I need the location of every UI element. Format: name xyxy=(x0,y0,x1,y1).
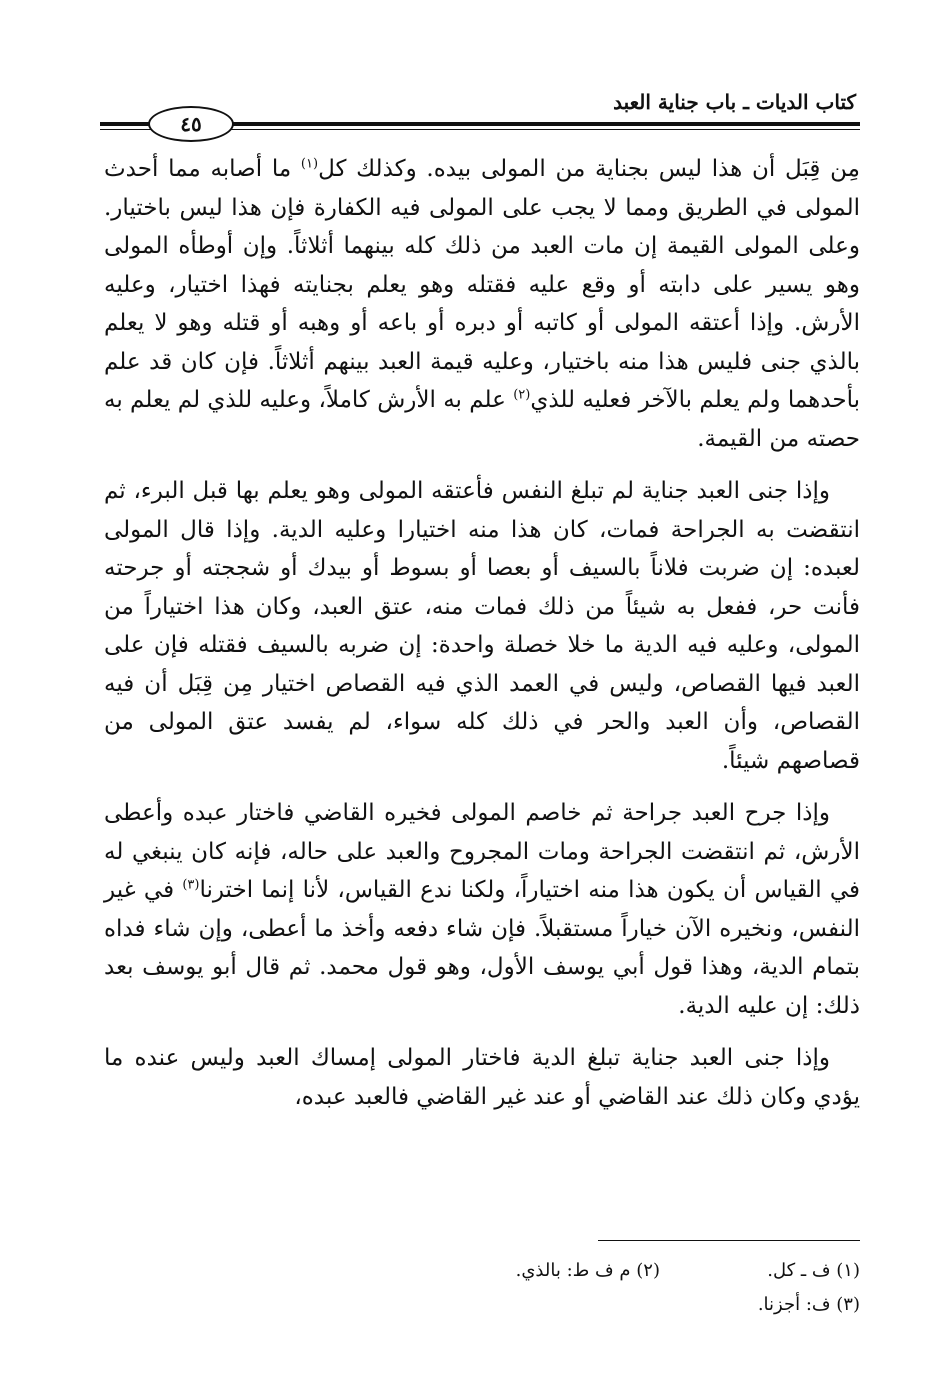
footnotes xyxy=(104,1254,860,1322)
page-header xyxy=(100,82,860,142)
page-number-badge xyxy=(148,106,234,142)
footnote-separator xyxy=(598,1240,860,1241)
paragraph-2: وإذا جنى العبد جناية لم تبلغ النفس فأعتقه المولى وهو يعلم بها قبل البرء، ثم انتقضت به الجراحة فمات، كان هذا منه اختيارا وعليه الدية. وإذا قال المولى لعبده: إن ضربت فلاناً بالسيف أو بعصا أو بسوط أو بيدك أو شججته أو جرحته فأنت حر، ففعل به شيئاً من ذلك فمات منه، عتق العبد، وكان هذا اختياراً من المولى، وعليه فيه الدية ما خلا خصلة واحدة: إن ضربه بالسيف فقتله فإن على العبد فيها القصاص، وليس في العمد الذي فيه القصاص اختيار مِن قِبَل أن فيه القصاص، وأن العبد والحر في ذلك كله سواء، لم يفسد عتق المولى من قصاصهم شيئاً. xyxy=(104,478,860,774)
footnote-ref-1: (١) xyxy=(300,156,319,172)
paragraph-3-part-a: وإذا جرح العبد جراحة ثم خاصم المولى فخيره القاضي فاختار عبده وأعطى الأرش، ثم انتقضت الجراحة ومات المجروح والعبد على حاله، فإنه كان ينبغي له في القياس أن يكون هذا منه اختياراً، ولكنا ندع القياس، لأنا إنما اخترنا xyxy=(104,800,860,903)
page-number: ٤٥ xyxy=(180,112,202,136)
footnote-1: (١) ف ـ كل. xyxy=(767,1260,860,1281)
footnote-3: (٣) ف: أجزنا. xyxy=(757,1294,860,1315)
paragraph-3-part-b: في غير النفس، ونخيره الآن خياراً مستقبلاً. فإن شاء دفعه وأخذ ما أعطى، وإن شاء فداه بتمام الدية، وهذا قول أبي يوسف الأول، وهو قول محمد. ثم قال أبو يوسف بعد ذلك: إن عليه الدية. xyxy=(104,877,860,1019)
paragraph-1-part-c: علم به الأرش كاملاً، وعليه للذي لم يعلم به حصته من القيمة. xyxy=(104,387,860,452)
paragraph-4: وإذا جنى العبد جناية تبلغ الدية فاختار المولى إمساك العبد وليس عنده ما يؤدي وكان ذلك عند القاضي أو عند غير القاضي فالعبد عبده، xyxy=(104,1045,860,1110)
footnote-row-1 xyxy=(104,1254,860,1288)
running-title: كتاب الديات ـ باب جناية العبد xyxy=(613,90,856,114)
paragraph-1-part-a: مِن قِبَل أن هذا ليس بجناية من المولى بيده. وكذلك كل xyxy=(318,156,860,182)
paragraph-1-part-b: ما أصابه مما أحدث المولى في الطريق ومما لا يجب على المولى فيه الكفارة فإن هذا ليس باختيار. وعلى المولى القيمة إن مات العبد من ذلك كله بينهما أثلاثاً. وإن أوطأه المولى وهو يسير على دابته أو وقع عليه فقتله وهو يعلم بجنايته فهذا اختيار، وعليه الأرش. وإذا أعتقه المولى أو كاتبه أو دبره أو باعه أو وهبه أو قتله وهو لا يعلم بالذي جنى فليس هذا منه باختيار، وعليه قيمة العبد بينهم أثلاثاً. فإن كان قد علم بأحدهما ولم يعلم بالآخر فعليه للذي xyxy=(104,156,860,413)
footnote-ref-3: (٣) xyxy=(182,877,200,893)
footnote-ref-2: (٢) xyxy=(513,387,531,403)
footnote-2: (٢) م ف ط: بالذي. xyxy=(515,1260,660,1281)
footnote-row-2 xyxy=(104,1288,860,1322)
paragraph-3 xyxy=(104,794,860,1025)
paragraph-1 xyxy=(104,150,860,458)
main-text xyxy=(104,150,860,1130)
